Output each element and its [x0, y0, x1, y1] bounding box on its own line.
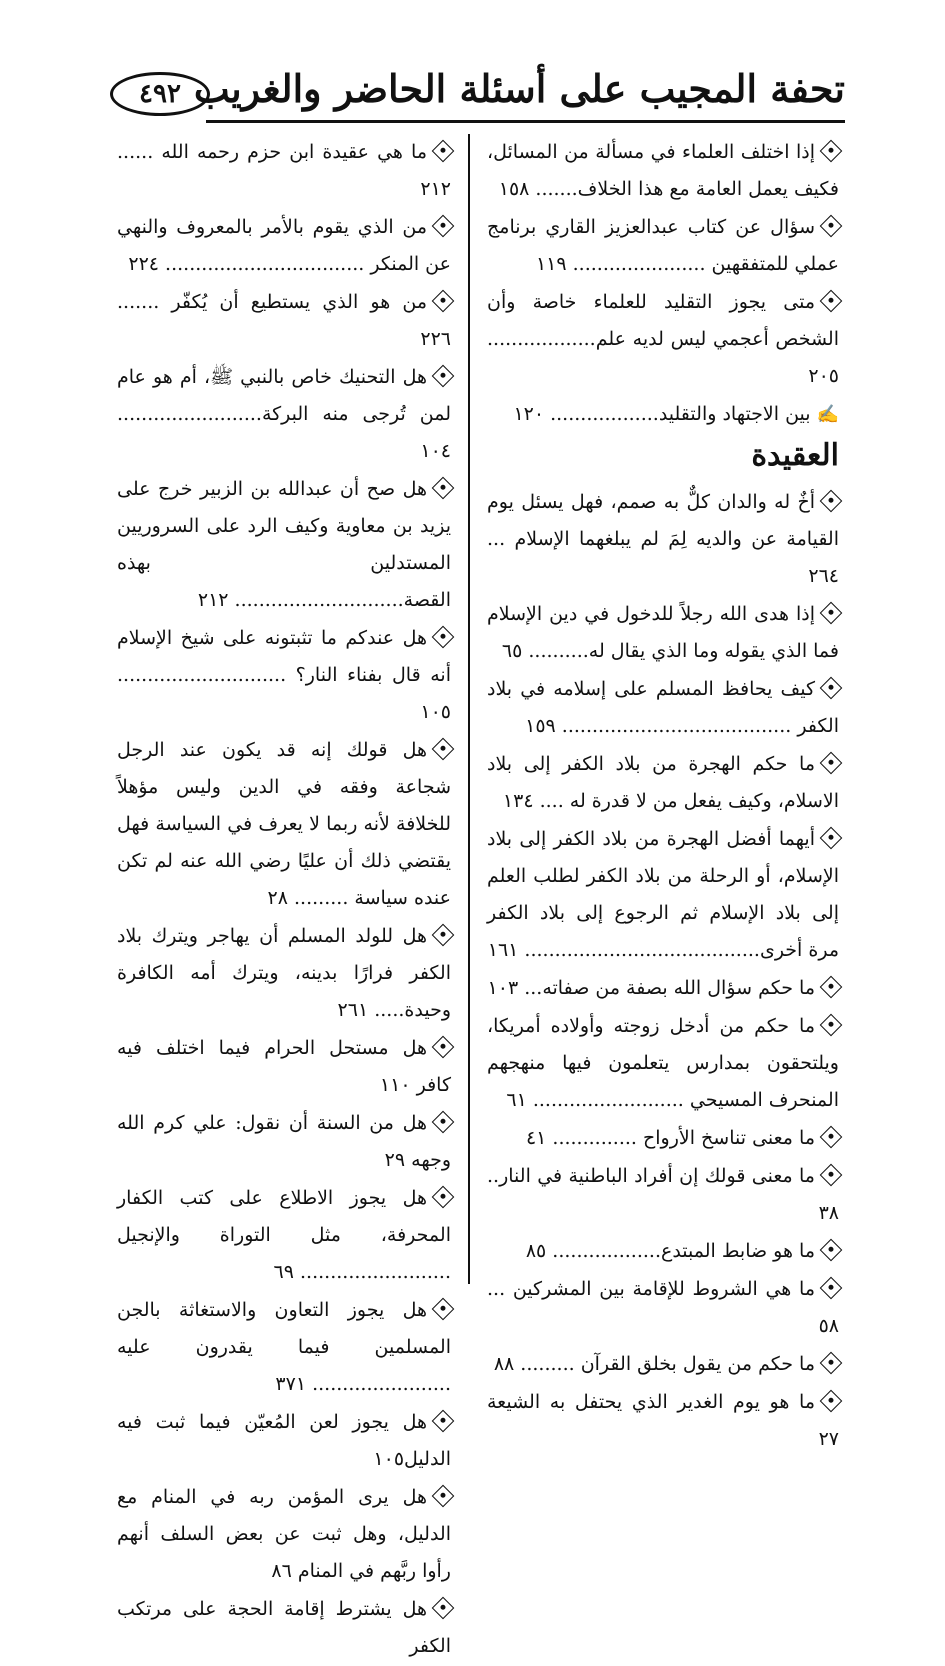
- entry-text: هل يجوز الاطلاع على كتب الكفار المحرفة، مثل التوراة والإنجيل ......................... ٦٩: [117, 1187, 451, 1283]
- diamond-bullet-icon: [820, 1164, 843, 1187]
- index-entry: [117, 1479, 451, 1590]
- entry-text: إذا اختلف العلماء في مسألة من المسائل، فكيف يعمل العامة مع هذا الخلاف....... ١٥٨: [487, 141, 839, 200]
- section-heading: العقيدة: [751, 438, 839, 473]
- diamond-bullet-icon: [820, 215, 843, 238]
- index-entry: [117, 284, 451, 358]
- index-entry: [487, 1008, 839, 1119]
- index-entry: [117, 134, 451, 208]
- entry-text: ما هي عقيدة ابن حزم رحمه الله ...... ٢١٢: [117, 141, 451, 200]
- index-entry: [487, 284, 839, 395]
- entry-text: إذا هدى الله رجلاً للدخول في دين الإسلام فما الذي يقوله وما الذي يقال له.......... ٦٥: [487, 603, 839, 662]
- pen-icon: ✍: [816, 404, 839, 425]
- index-entry: [487, 1384, 839, 1458]
- diamond-bullet-icon: [820, 490, 843, 513]
- entry-text: كيف يحافظ المسلم على إسلامه في بلاد الكفر ...................................... ١٥٩: [487, 678, 839, 737]
- entry-text: من الذي يقوم بالأمر بالمعروف والنهي عن المنكر ................................. ٢٢٤: [117, 216, 451, 275]
- entry-text: هل للولد المسلم أن يهاجر ويترك بلاد الكفر فرارًا بدينه، ويترك أمه الكافرة وحيدة..... ٢٦١: [117, 925, 451, 1021]
- entry-text: هل صح أن عبدالله بن الزبير خرج على يزيد بن معاوية وكيف الرد على السروريين المستدلين بهذه القصة............................ ٢١٢: [117, 478, 451, 611]
- column-divider: [468, 134, 470, 1284]
- entry-text: متى يجوز التقليد للعلماء خاصة وأن الشخص أعجمي ليس لديه علم.................. ٢٠٥: [487, 291, 839, 387]
- index-entry: [117, 1030, 451, 1104]
- index-entry: [487, 1271, 839, 1345]
- index-entry: [117, 209, 451, 283]
- diamond-bullet-icon: [432, 365, 455, 388]
- index-entry: [117, 1105, 451, 1179]
- entry-text: هل يجوز التعاون والاستغاثة بالجن المسلمين فيما يقدرون عليه ....................... ٣٧١: [117, 1299, 451, 1395]
- page-number: ٤٩٢: [110, 72, 210, 116]
- diamond-bullet-icon: [432, 290, 455, 313]
- index-entry: [117, 1591, 451, 1665]
- entry-text: هل مستحل الحرام فيما اختلف فيه كافر ١١٠: [117, 1037, 451, 1096]
- entry-text: ما حكم من أدخل زوجته وأولاده أمريكا، ويلتحقون بمدارس يتعلمون فيها منهجهم المنحرف المسيحي ......................... ٦١: [487, 1015, 839, 1111]
- entry-text: هل التحنيك خاص بالنبي ﷺ، أم هو عام لمن تُرجى منه البركة........................ ١٠٤: [117, 366, 451, 462]
- diamond-bullet-icon: [432, 924, 455, 947]
- entry-text: ما حكم من يقول بخلق القرآن ......... ٨٨: [493, 1353, 815, 1375]
- diamond-bullet-icon: [432, 477, 455, 500]
- diamond-bullet-icon: [820, 1352, 843, 1375]
- index-entry: [487, 596, 839, 670]
- entry-text: ما هو ضابط المبتدع.................. ٨٥: [525, 1240, 815, 1262]
- index-entry: [487, 671, 839, 745]
- entry-text: هل يشترط إقامة الحجة على مرتكب الكفر: [117, 1598, 451, 1657]
- entry-text: ما هي الشروط للإقامة بين المشركين ... ٥٨: [487, 1278, 839, 1337]
- index-entry: [487, 1346, 839, 1383]
- diamond-bullet-icon: [820, 827, 843, 850]
- entry-text: هل يرى المؤمن ربه في المنام مع الدليل، وهل ثبت عن بعض السلف أنهم رأوا ربَّهم في المنام ٨٦: [117, 1486, 451, 1582]
- diamond-bullet-icon: [432, 1298, 455, 1321]
- entry-text: ما معنى تناسخ الأرواح .............. ٤١: [525, 1127, 815, 1149]
- entry-text: هل يجوز لعن المُعيّن فيما ثبت فيه الدليل١٠٥: [117, 1411, 451, 1470]
- entry-text: من هو الذي يستطيع أن يُكفّر ....... ٢٢٦: [117, 291, 451, 350]
- diamond-bullet-icon: [432, 1036, 455, 1059]
- diamond-bullet-icon: [432, 215, 455, 238]
- diamond-bullet-icon: [820, 1014, 843, 1037]
- index-column-right: [487, 134, 839, 1459]
- index-entry: [487, 134, 839, 208]
- entry-text: أخٌ له والدان كلٌّ به صمم، فهل يسئل يوم القيامة عن والديه لِمَ لم يبلغهما الإسلام ... ٢٦٤: [487, 491, 839, 587]
- diamond-bullet-icon: [432, 738, 455, 761]
- diamond-bullet-icon: [820, 1277, 843, 1300]
- index-entry: [487, 396, 839, 433]
- diamond-bullet-icon: [820, 1239, 843, 1262]
- page-header: [110, 62, 845, 128]
- diamond-bullet-icon: [820, 752, 843, 775]
- entry-text: هل من السنة أن نقول: علي كرم الله وجهه ٢٩: [117, 1112, 451, 1171]
- entry-text: هل عندكم ما تثبتونه على شيخ الإسلام أنه قال بفناء النار؟ ............................ ١٠٥: [117, 627, 451, 723]
- header-rule: [206, 120, 845, 123]
- entry-text: ما حكم الهجرة من بلاد الكفر إلى بلاد الاسلام، وكيف يفعل من لا قدرة له .... ١٣٤: [487, 753, 839, 812]
- entry-text: ما حكم سؤال الله بصفة من صفاته... ١٠٣: [487, 977, 815, 999]
- index-entry: [487, 970, 839, 1007]
- index-entry: [487, 821, 839, 969]
- index-entry: [487, 746, 839, 820]
- diamond-bullet-icon: [432, 1111, 455, 1134]
- index-entry: [487, 1120, 839, 1157]
- diamond-bullet-icon: [432, 1186, 455, 1209]
- index-entry: [487, 1233, 839, 1270]
- diamond-bullet-icon: [820, 290, 843, 313]
- index-entry: [117, 732, 451, 917]
- index-entry: [487, 209, 839, 283]
- index-entry: [117, 918, 451, 1029]
- index-entry: [117, 1180, 451, 1291]
- index-entry: [487, 484, 839, 595]
- diamond-bullet-icon: [820, 140, 843, 163]
- diamond-bullet-icon: [820, 1126, 843, 1149]
- entry-text: ما هو يوم الغدير الذي يحتفل به الشيعة ٢٧: [487, 1391, 839, 1450]
- index-entry: [117, 1404, 451, 1478]
- diamond-bullet-icon: [820, 1390, 843, 1413]
- diamond-bullet-icon: [432, 1410, 455, 1433]
- book-title: تحفة المجيب على أسئلة الحاضر والغريب: [193, 66, 845, 111]
- diamond-bullet-icon: [432, 140, 455, 163]
- diamond-bullet-icon: [820, 677, 843, 700]
- diamond-bullet-icon: [820, 602, 843, 625]
- index-entry: [117, 471, 451, 619]
- entry-text: أيهما أفضل الهجرة من بلاد الكفر إلى بلاد الإسلام، أو الرحلة من بلاد الكفر لطلب العلم إلى بلاد الإسلام ثم الرجوع إلى بلاد الكفر مرة أخرى....................................... ١٦١: [487, 828, 839, 961]
- entry-text: هل قولك إنه قد يكون عند الرجل شجاعة وفقه في الدين وليس مؤهلاً للخلافة لأنه ربما لا يعرف في السياسة فهل يقتضي ذلك أن عليًا رضي الله عنه لم تكن عنده سياسة ......... ٢٨: [117, 739, 451, 909]
- index-entry: [117, 620, 451, 731]
- diamond-bullet-icon: [432, 626, 455, 649]
- index-column-left: [117, 134, 451, 1666]
- diamond-bullet-icon: [820, 976, 843, 999]
- index-entry: [117, 1292, 451, 1403]
- entry-text: ما معنى قولك إن أفراد الباطنية في النار.. ٣٨: [487, 1165, 839, 1224]
- entry-text: سؤال عن كتاب عبدالعزيز القاري برنامج عملي للمتفقهين ...................... ١١٩: [487, 216, 839, 275]
- entry-text: بين الاجتهاد والتقليد.................. ١٢٠: [513, 403, 811, 425]
- diamond-bullet-icon: [432, 1597, 455, 1620]
- index-entry: [117, 359, 451, 470]
- diamond-bullet-icon: [432, 1485, 455, 1508]
- index-entry: [487, 1158, 839, 1232]
